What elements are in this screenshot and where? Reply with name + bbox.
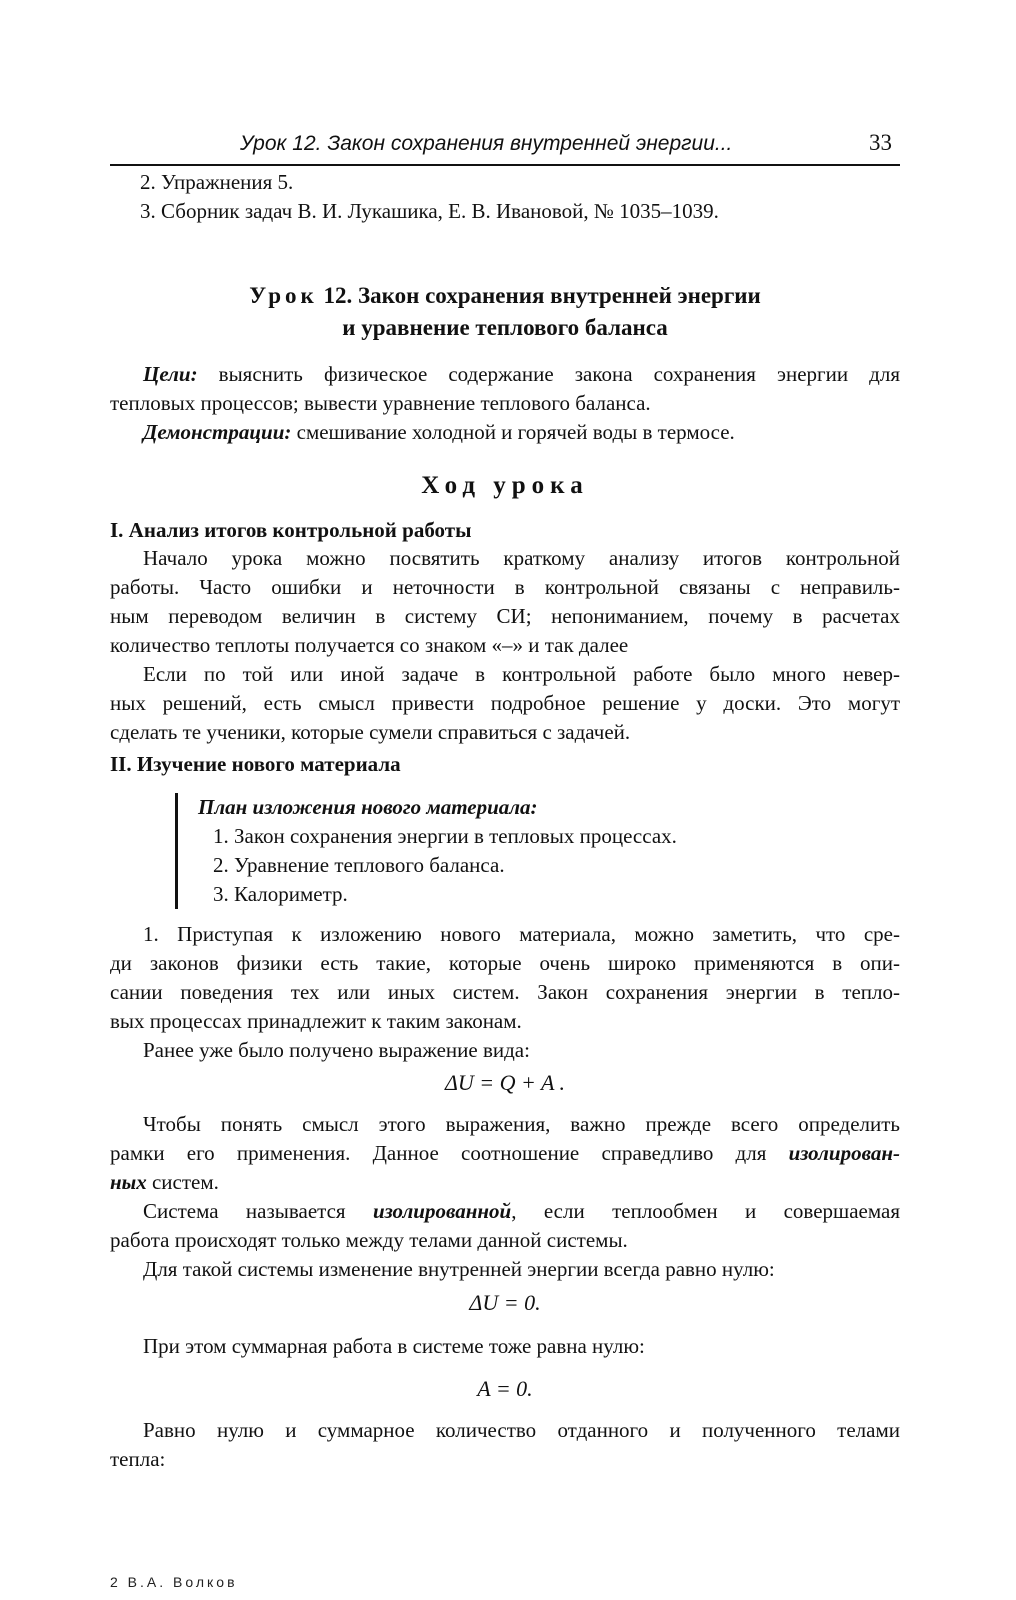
- formula-energy-law: ΔU = Q + A .: [444, 1070, 566, 1095]
- text-line: Если по той или иной задаче в контрольной работе было много невер-: [143, 662, 900, 686]
- demo-text: смешивание холодной и горячей воды в термосе.: [291, 420, 735, 444]
- body-paragraph-1: [110, 920, 900, 1065]
- section-heading-2: II. Изучение нового материала: [110, 752, 401, 776]
- page-number: 33: [869, 130, 892, 155]
- text-line: 1. Приступая к изложению нового материала, можно заметить, что сре-: [143, 922, 900, 946]
- running-title: Урок 12. Закон сохранения внутренней энергии...: [240, 132, 733, 155]
- text-fragment: систем.: [146, 1170, 219, 1194]
- homework-item: 3. Сборник задач В. И. Лукашика, Е. В. Ивановой, № 1035–1039.: [140, 199, 719, 223]
- text-fragment: Система называется: [143, 1199, 373, 1223]
- section-heading-1: I. Анализ итогов контрольной работы: [110, 518, 472, 542]
- text-line: ных решений, есть смысл привести подробное решение у доски. Это могут: [110, 691, 900, 715]
- body-paragraph-3: [110, 1110, 900, 1284]
- text-fragment: , если теплообмен и совершаемая: [511, 1199, 900, 1223]
- section1-paragraph-2: [110, 660, 900, 747]
- text-line: Равно нулю и суммарное количество отданного и полученного телами: [143, 1418, 900, 1442]
- text-line: Начало урока можно посвятить краткому анализу итогов контрольной: [143, 546, 900, 570]
- running-header: [110, 130, 900, 166]
- lesson-title-prefix: Урок: [249, 283, 318, 308]
- plan-title: План изложения нового материала:: [198, 795, 538, 819]
- text-line: работа происходят только между телами данной системы.: [110, 1228, 628, 1252]
- plan-item: 3. Калориметр.: [213, 882, 348, 906]
- material-plan: [175, 793, 898, 909]
- text-line: вых процессах принадлежит к таким законам.: [110, 1009, 522, 1033]
- text-line: сании поведения тех или иных систем. Закон сохранения энергии в тепло-: [110, 980, 900, 1004]
- text-line: работы. Часто ошибки и неточности в контрольной связаны с неправиль-: [110, 575, 900, 599]
- body-paragraph-7: [110, 1416, 900, 1474]
- text-line: При этом суммарная работа в системе тоже равна нулю:: [143, 1334, 645, 1358]
- lesson-title: [110, 280, 900, 344]
- emphasis-isolated-end: ных: [110, 1170, 147, 1194]
- text-line: Чтобы понять смысл этого выражения, важно прежде всего определить: [143, 1112, 900, 1136]
- text-line: Ранее уже было получено выражение вида:: [143, 1038, 530, 1062]
- demo-label: Демонстрации:: [143, 420, 292, 444]
- goals-text-1: выяснить физическое содержание закона сохранения энергии для: [197, 362, 900, 386]
- formula-work-zero: A = 0.: [477, 1376, 533, 1401]
- body-paragraph-6: [110, 1332, 900, 1361]
- text-fragment: рамки его применения. Данное соотношение справедливо для: [110, 1141, 789, 1165]
- emphasis-isolated-def: изолированной: [372, 1199, 512, 1223]
- goals-label: Цели:: [143, 362, 198, 386]
- goals-paragraph: [110, 360, 900, 447]
- lesson-title-line2: и уравнение теплового баланса: [342, 315, 668, 340]
- text-line: количество теплоты получается со знаком «–» и так далее: [110, 633, 629, 657]
- text-line: ным переводом величин в систему СИ; непониманием, почему в расчетах: [110, 604, 900, 628]
- emphasis-isolated: изолирован-: [788, 1141, 900, 1165]
- plan-item: 1. Закон сохранения энергии в тепловых процессах.: [213, 824, 677, 848]
- course-heading: Ход урока: [421, 472, 589, 499]
- plan-item: 2. Уравнение теплового баланса.: [213, 853, 505, 877]
- section1-paragraph-1: [110, 544, 900, 660]
- text-line: ди законов физики есть такие, которые очень широко применяются в опи-: [110, 951, 900, 975]
- homework-list: [140, 168, 930, 226]
- homework-item: 2. Упражнения 5.: [140, 170, 294, 194]
- formula-delta-u-zero: ΔU = 0.: [469, 1290, 541, 1315]
- goals-text-2: тепловых процессов; вывести уравнение теплового баланса.: [110, 391, 651, 415]
- text-line: тепла:: [110, 1447, 166, 1471]
- footer-signature: 2 В.А. Волков: [110, 1574, 238, 1590]
- text-line: Для такой системы изменение внутренней энергии всегда равно нулю:: [143, 1257, 775, 1281]
- text-line: сделать те ученики, которые сумели справиться с задачей.: [110, 720, 631, 744]
- lesson-title-main: 12. Закон сохранения внутренней энергии: [317, 283, 761, 308]
